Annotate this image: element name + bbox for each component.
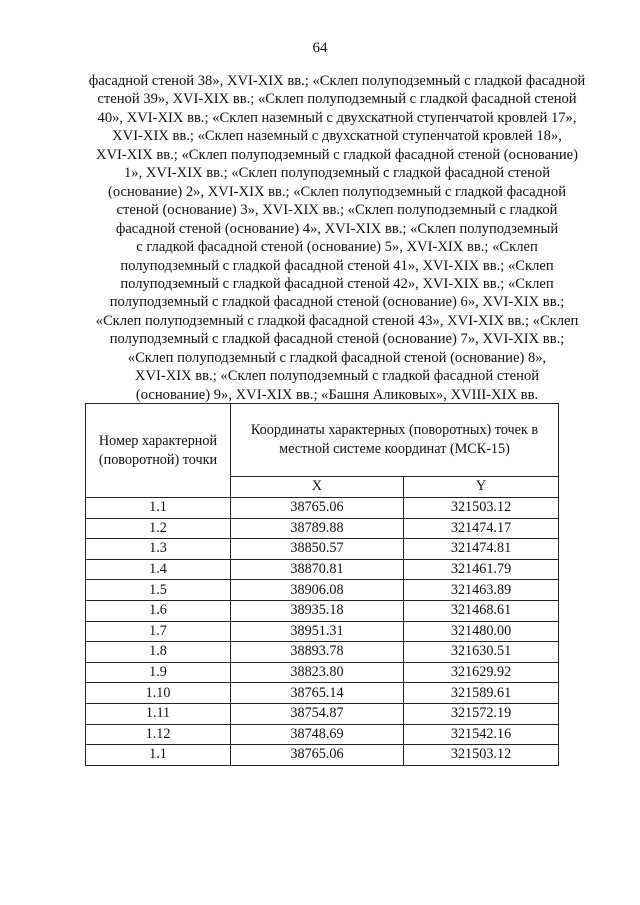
text-line: XVI-XIX вв.; «Склеп наземный с двухскатной ступенчатой кровлей 18»,	[112, 128, 562, 145]
y-coordinate-cell: 321630.51	[404, 642, 559, 663]
point-number-header: Номер характерной (поворотной) точки	[86, 404, 231, 498]
text-line: XVI-XIX вв.; «Склеп полуподземный с гладкой фасадной стеной (основание)	[95, 146, 579, 163]
coordinates-table	[85, 403, 559, 766]
text-line: 1», XVI-XIX вв.; «Склеп полуподземный с гладкой фасадной стеной	[123, 165, 551, 182]
x-coordinate-cell: 38765.06	[231, 498, 404, 519]
text-line: полуподземный с гладкой фасадной стеной (основание) 6», XVI-XIX вв.;	[109, 294, 565, 311]
text-line: 40», XVI-XIX вв.; «Склеп наземный с двухскатной ступенчатой кровлей 17»,	[97, 109, 577, 126]
text-line: фасадной стеной (основание) 4», XVI-XIX вв.; «Склеп полуподземный	[115, 220, 559, 237]
point-number-cell: 1.3	[86, 539, 231, 560]
x-column-header: X	[231, 476, 404, 497]
table-row	[86, 662, 559, 683]
point-number-cell: 1.7	[86, 621, 231, 642]
text-line: стеной (основание) 3», XVI-XIX вв.; «Склеп полуподземный с гладкой	[116, 202, 558, 219]
y-coordinate-cell: 321503.12	[404, 498, 559, 519]
x-coordinate-cell: 38850.57	[231, 539, 404, 560]
y-coordinate-cell: 321503.12	[404, 745, 559, 766]
text-line: с гладкой фасадной стеной (основание) 5», XVI-XIX вв.; «Склеп	[136, 239, 538, 256]
coordinates-header: Координаты характерных (поворотных) точек в местной системе координат (МСК-15)	[231, 404, 559, 477]
text-line: полуподземный с гладкой фасадной стеной 42», XVI-XIX вв.; «Склеп	[120, 275, 554, 292]
text-line: полуподземный с гладкой фасадной стеной 41», XVI-XIX вв.; «Склеп	[120, 257, 554, 274]
text-line: фасадной стеной 38», XVI-XIX вв.; «Склеп полуподземный с гладкой фасадной	[88, 73, 586, 89]
point-number-cell: 1.2	[86, 518, 231, 539]
y-coordinate-cell: 321629.92	[404, 662, 559, 683]
text-line: (основание) 9», XVI-XIX вв.; «Башня Аликовых», XVIII-XIX вв.	[135, 386, 539, 403]
x-coordinate-cell: 38789.88	[231, 518, 404, 539]
point-number-cell: 1.12	[86, 724, 231, 745]
table-row	[86, 724, 559, 745]
text-line: полуподземный с гладкой фасадной стеной (основание) 7», XVI-XIX вв.;	[109, 331, 565, 348]
point-number-cell: 1.6	[86, 600, 231, 621]
table-row	[86, 600, 559, 621]
y-coordinate-cell: 321474.17	[404, 518, 559, 539]
point-number-cell: 1.1	[86, 745, 231, 766]
text-line: XVI-XIX вв.; «Склеп полуподземный с гладкой фасадной стеной	[134, 368, 540, 385]
x-coordinate-cell: 38748.69	[231, 724, 404, 745]
table-row	[86, 498, 559, 519]
table-row	[86, 703, 559, 724]
y-coordinate-cell: 321468.61	[404, 600, 559, 621]
point-number-cell: 1.10	[86, 683, 231, 704]
point-number-cell: 1.9	[86, 662, 231, 683]
y-coordinate-cell: 321463.89	[404, 580, 559, 601]
table-row	[86, 580, 559, 601]
point-number-cell: 1.4	[86, 559, 231, 580]
y-coordinate-cell: 321589.61	[404, 683, 559, 704]
y-coordinate-cell: 321461.79	[404, 559, 559, 580]
x-coordinate-cell: 38765.06	[231, 745, 404, 766]
x-coordinate-cell: 38906.08	[231, 580, 404, 601]
text-line: (основание) 2», XVI-XIX вв.; «Склеп полуподземный с гладкой фасадной	[107, 183, 567, 200]
point-number-cell: 1.1	[86, 498, 231, 519]
table-body	[86, 498, 559, 766]
body-paragraph	[72, 72, 602, 404]
x-coordinate-cell: 38754.87	[231, 703, 404, 724]
table-row	[86, 683, 559, 704]
page-number: 64	[312, 40, 328, 56]
table-row	[86, 559, 559, 580]
x-coordinate-cell: 38951.31	[231, 621, 404, 642]
text-line: стеной 39», XVI-XIX вв.; «Склеп полуподземный с гладкой фасадной стеной	[97, 91, 577, 108]
y-coordinate-cell: 321480.00	[404, 621, 559, 642]
text-line: «Склеп полуподземный с гладкой фасадной стеной 43», XVI-XIX вв.; «Склеп	[95, 312, 579, 329]
table-row	[86, 642, 559, 663]
x-coordinate-cell: 38765.14	[231, 683, 404, 704]
x-coordinate-cell: 38935.18	[231, 600, 404, 621]
point-number-cell: 1.8	[86, 642, 231, 663]
table-row	[86, 745, 559, 766]
table-row	[86, 621, 559, 642]
y-coordinate-cell: 321542.16	[404, 724, 559, 745]
point-number-cell: 1.5	[86, 580, 231, 601]
table-row	[86, 539, 559, 560]
y-column-header: Y	[404, 476, 559, 497]
x-coordinate-cell: 38823.80	[231, 662, 404, 683]
y-coordinate-cell: 321572.19	[404, 703, 559, 724]
x-coordinate-cell: 38870.81	[231, 559, 404, 580]
table-row	[86, 518, 559, 539]
text-line: «Склеп полуподземный с гладкой фасадной стеной (основание) 8»,	[127, 349, 547, 366]
y-coordinate-cell: 321474.81	[404, 539, 559, 560]
x-coordinate-cell: 38893.78	[231, 642, 404, 663]
point-number-cell: 1.11	[86, 703, 231, 724]
